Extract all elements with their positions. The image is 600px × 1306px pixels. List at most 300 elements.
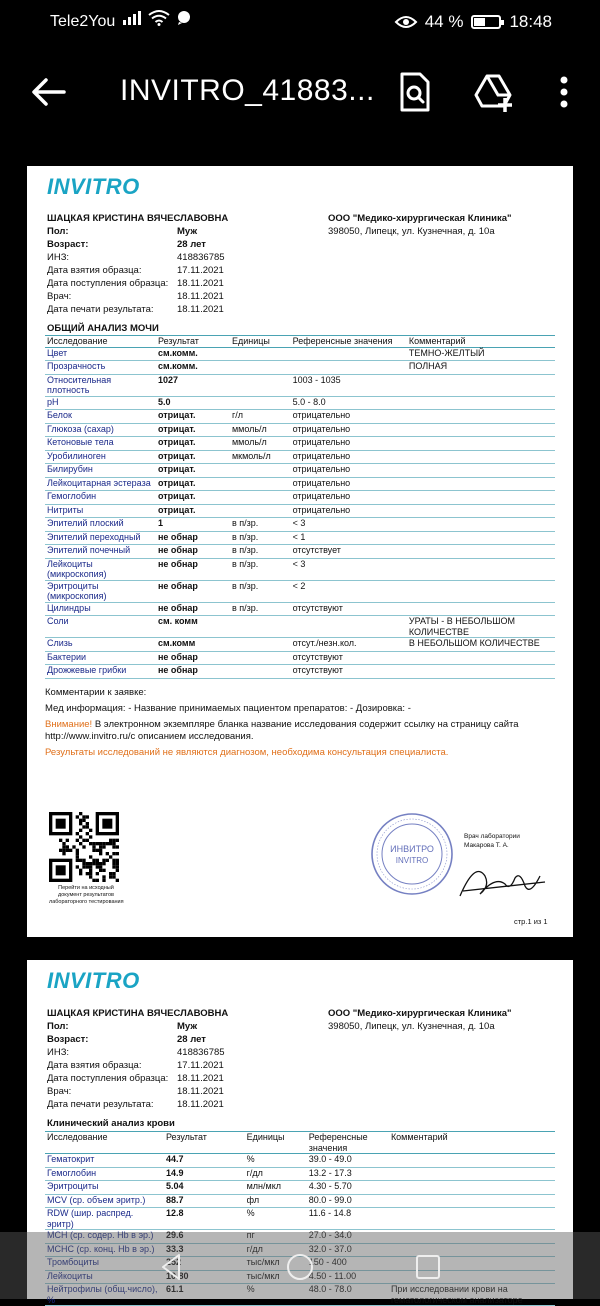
info-value: 18.11.2021 [177,291,224,302]
info-label: Дата взятия образца: [47,1060,142,1071]
info-label: Врач: [47,1086,72,1097]
table-cell: отрицательно [291,491,407,505]
qr-module [96,879,99,882]
table-cell: в п/зр. [230,545,291,559]
table-cell: отрицательно [291,477,407,491]
qr-module [109,872,112,875]
qr-module [89,835,92,838]
table-cell: Цилиндры [45,602,156,616]
table-cell: не обнар [156,665,230,679]
table-cell [407,580,555,602]
qr-module [89,855,92,858]
qr-module [82,859,85,862]
info-value: 18.11.2021 [177,304,224,315]
table-cell: см.комм. [156,347,230,361]
info-value: 28 лет [177,239,206,250]
qr-module [102,845,105,848]
table-cell: Прозрачность [45,361,156,375]
table-cell [230,616,291,638]
qr-module [76,855,79,858]
column-header: Единицы [230,336,291,348]
table-cell: 11.6 - 14.8 [307,1208,389,1230]
info-value: 18.11.2021 [177,1073,224,1084]
table-cell: Слизь [45,638,156,652]
table-cell [230,491,291,505]
qr-module [92,862,95,865]
table-cell: тыс/мкл [245,1270,307,1284]
table-row [45,616,555,638]
qr-module [76,859,79,862]
table-row [45,491,555,505]
table-header [45,1132,555,1154]
table-row [45,396,555,410]
qr-module [86,815,89,818]
info-label: Врач: [47,291,72,302]
qr-module [82,825,85,828]
table-cell: ммоль/л [230,437,291,451]
qr-module [86,862,89,865]
qr-module [82,865,85,868]
column-header: Результат [156,336,230,348]
table-cell: MCH (ср. содер. Hb в эр.) [45,1230,164,1244]
table-cell: отрицат. [156,437,230,451]
table-cell: Эпителий плоский [45,518,156,532]
table-cell [230,396,291,410]
table-cell: тыс/мкл [245,1257,307,1271]
table-cell: 1 [156,518,230,532]
qr-module [92,849,95,852]
table-cell [407,423,555,437]
qr-module [116,845,119,848]
table-cell: в п/зр. [230,580,291,602]
table-row [45,531,555,545]
qr-module [112,845,115,848]
qr-module [89,875,92,878]
qr-module [89,862,92,865]
qr-module [76,832,79,835]
invitro-link[interactable]: http://www.invitro.ru/ [45,731,131,742]
more-options-icon[interactable] [544,70,584,114]
qr-module [86,832,89,835]
disclaimer: Результаты исследований не являются диагнозом, необходима консультация специалиста. [45,747,449,758]
table-cell [407,651,555,665]
qr-module [79,812,82,815]
table-row [45,1194,555,1208]
qr-module [109,839,112,842]
battery-percent: 44 % [424,12,464,31]
qr-module [96,865,99,868]
table-row [45,504,555,518]
comments-label: Комментарии к заявке: [45,687,147,698]
info-value: Муж [177,226,198,237]
table-cell: см. комм [156,616,230,638]
table-cell: 29.6 [164,1230,245,1244]
table-cell: < 3 [291,558,407,580]
table-row [45,518,555,532]
table-cell: отсутствуют [291,665,407,679]
table-cell: Кетоновые тела [45,437,156,451]
qr-module [76,815,79,818]
table-cell: Относительная плотность [45,374,156,396]
table-cell: 33.3 [164,1243,245,1257]
table-row [45,361,555,375]
qr-module [92,879,95,882]
table-cell: 5.04 [164,1181,245,1195]
add-to-drive-icon[interactable] [472,70,516,114]
info-value: 17.11.2021 [177,1060,224,1071]
table-row [45,1167,555,1181]
table-cell: 48.0 - 78.0 [307,1284,389,1306]
table-cell [407,518,555,532]
qr-module [102,875,105,878]
qr-module [92,859,95,862]
qr-module [106,842,109,845]
nav-recents-icon[interactable] [413,1252,443,1282]
table-cell: Цвет [45,347,156,361]
qr-module [82,839,85,842]
qr-module [62,842,65,845]
doctor-title: Врач лаборатории [464,833,520,840]
info-label: Пол: [47,226,69,237]
table-cell: млн/мкл [245,1181,307,1195]
table-row [45,1208,555,1230]
table-cell: не обнар [156,580,230,602]
table-cell [389,1194,555,1208]
table-cell: Лейкоциты [45,1270,164,1284]
clinic-address: 398050, Липецк, ул. Кузнечная, д. 10а [328,226,495,237]
table-cell: 44.7 [164,1154,245,1168]
table-cell: Гемоглобин [45,1167,164,1181]
document-page-1[interactable] [27,166,573,937]
table-row [45,423,555,437]
table-cell: 13.2 - 17.3 [307,1167,389,1181]
table-cell [389,1208,555,1230]
table-cell: см.комм. [156,361,230,375]
column-header: Исследование [45,1132,164,1154]
qr-module [109,875,112,878]
table-cell: Дрожжевые грибки [45,665,156,679]
back-arrow-icon[interactable] [28,72,68,112]
qr-caption: Перейти на исходный документ результатов лабораторного тестирования [49,885,124,905]
table-cell: г/дл [245,1243,307,1257]
med-info: Мед информация: - Название принимаемых пациентом препаратов: - Дозировка: - [45,703,411,714]
table-cell: не обнар [156,558,230,580]
qr-module [86,865,89,868]
qr-module [82,819,85,822]
table-cell: отсутствуют [291,651,407,665]
table-row [45,545,555,559]
table-cell: не обнар [156,602,230,616]
qr-module [62,852,65,855]
table-cell: Нейтрофилы (общ.число), % [45,1284,164,1306]
table-cell [407,491,555,505]
signature-image [455,856,550,906]
table-row [45,1154,555,1168]
table-cell [407,410,555,424]
table-cell: отрицат. [156,450,230,464]
table-cell: В НЕБОЛЬШОМ КОЛИЧЕСТВЕ [407,638,555,652]
table-row [45,374,555,396]
document-title: INVITRO_41883... [120,74,375,107]
qr-module [99,865,102,868]
table-row [45,437,555,451]
table-cell [230,347,291,361]
table-cell: г/л [230,410,291,424]
table-cell [291,616,407,638]
search-document-icon[interactable] [392,70,436,114]
table-cell: отрицательно [291,410,407,424]
qr-module [86,822,89,825]
qr-module [116,852,119,855]
qr-module [59,839,62,842]
qr-code[interactable] [49,812,119,882]
qr-module [66,849,69,852]
qr-module [99,842,102,845]
table-cell [230,665,291,679]
table-cell [407,558,555,580]
table-cell [407,477,555,491]
table-cell: 252 [164,1257,245,1271]
patient-name: ШАЦКАЯ КРИСТИНА ВЯЧЕСЛАВОВНА [47,213,229,224]
info-value: 28 лет [177,1034,206,1045]
table-cell: 5.0 [156,396,230,410]
table-row [45,580,555,602]
qr-module [109,842,112,845]
table-cell [230,361,291,375]
table-cell: < 2 [291,580,407,602]
qr-module [116,859,119,862]
info-label: Дата печати результата: [47,304,154,315]
qr-module [59,849,62,852]
eye-icon [395,14,417,30]
table-cell [407,437,555,451]
table-cell: мкмоль/л [230,450,291,464]
qr-module [66,845,69,848]
qr-module [99,869,102,872]
qr-module [102,859,105,862]
qr-module [89,829,92,832]
table-cell [389,1154,555,1168]
clinic-name: ООО "Медико-хирургическая Клиника" [328,213,512,224]
attention-link-line: http://www.invitro.ru/с описанием исследования. [45,731,254,742]
info-value: 17.11.2021 [177,265,224,276]
qr-module [96,872,99,875]
table-cell: Лейкоцитарная эстераза [45,477,156,491]
table-cell: отрицательно [291,423,407,437]
table-cell: Гемоглобин [45,491,156,505]
table-cell [389,1167,555,1181]
table-cell: Белок [45,410,156,424]
table-cell: фл [245,1194,307,1208]
table-cell: ТЕМНО-ЖЕЛТЫЙ [407,347,555,361]
table-cell: Глюкоза (сахар) [45,423,156,437]
table-row [45,665,555,679]
qr-module [76,852,79,855]
table-cell: % [245,1208,307,1230]
table-cell: < 3 [291,518,407,532]
table-cell: 27.0 - 34.0 [307,1230,389,1244]
page-number: стр.1 из 1 [514,917,548,926]
table-cell: 12.8 [164,1208,245,1230]
qr-finder [56,819,66,829]
attention-label: Внимание! [45,719,93,730]
qr-module [76,839,79,842]
column-header: Исследование [45,336,156,348]
table-cell: Гематокрит [45,1154,164,1168]
info-value: 418836785 [177,1047,225,1058]
signal-icon [122,10,142,26]
qr-module [86,825,89,828]
column-header: Комментарий [407,336,555,348]
table-cell: отрицательно [291,464,407,478]
clinic-address: 398050, Липецк, ул. Кузнечная, д. 10а [328,1021,495,1032]
table-cell: MCHC (ср. конц. Hb в эр.) [45,1243,164,1257]
column-header: Комментарий [389,1132,555,1154]
qr-module [79,842,82,845]
table-cell [407,450,555,464]
table-cell: отрицат. [156,423,230,437]
qr-module [79,819,82,822]
table-cell: Уробилиноген [45,450,156,464]
qr-module [82,862,85,865]
table-row [45,464,555,478]
table-cell: Эритроциты [45,1181,164,1195]
qr-module [96,849,99,852]
table-cell: не обнар [156,651,230,665]
qr-module [112,875,115,878]
qr-module [86,872,89,875]
table-cell: пг [245,1230,307,1244]
table-cell: отрицательно [291,450,407,464]
table-cell: отрицат. [156,504,230,518]
table-cell [407,531,555,545]
table-cell: УРАТЫ - В НЕБОЛЬШОМ КОЛИЧЕСТВЕ [407,616,555,638]
table-row [45,410,555,424]
table-cell: ПОЛНАЯ [407,361,555,375]
table-cell: отрицат. [156,464,230,478]
table-cell: < 1 [291,531,407,545]
table-header [45,336,555,348]
nav-home-icon[interactable] [285,1252,315,1282]
table-row [45,347,555,361]
table-cell: отсутствуют [291,602,407,616]
table-cell: в п/зр. [230,531,291,545]
qr-module [96,859,99,862]
table-cell: pH [45,396,156,410]
table-cell: 88.7 [164,1194,245,1208]
table-cell [291,347,407,361]
qr-module [112,872,115,875]
qr-module [79,835,82,838]
patient-name: ШАЦКАЯ КРИСТИНА ВЯЧЕСЛАВОВНА [47,1008,229,1019]
svg-text:ИНВИТРО: ИНВИТРО [390,844,434,854]
table-cell [407,464,555,478]
svg-text:INVITRO: INVITRO [395,856,429,865]
table-cell: % [245,1154,307,1168]
qr-module [79,859,82,862]
qr-module [112,862,115,865]
column-header: Единицы [245,1132,307,1154]
table-cell [407,665,555,679]
qr-module [79,869,82,872]
qr-module [99,845,102,848]
qr-module [72,845,75,848]
table-cell: отрицательно [291,437,407,451]
table-cell [230,477,291,491]
qr-module [99,862,102,865]
table-cell: MCV (ср. объем эритр.) [45,1194,164,1208]
table-cell: 32.0 - 37.0 [307,1243,389,1257]
qr-module [82,815,85,818]
qr-module [89,865,92,868]
carrier-name: Tele2You [50,13,116,30]
table-cell: см.комм [156,638,230,652]
info-label: Возраст: [47,239,89,250]
info-label: Пол: [47,1021,69,1032]
table-cell: Тромбоциты [45,1257,164,1271]
table-cell: не обнар [156,545,230,559]
info-label: Дата взятия образца: [47,265,142,276]
invitro-logo: INVITRO [47,968,140,993]
qr-finder [102,819,112,829]
info-label: ИНЗ: [47,1047,70,1058]
qr-module [102,879,105,882]
table-cell: При исследовании крови на гематологическом анализаторе [389,1284,555,1306]
doctor-name: Макарова Т. А. [464,842,509,849]
table-cell: 39.0 - 49.0 [307,1154,389,1168]
qr-module [106,859,109,862]
table-cell [407,396,555,410]
info-value: Муж [177,1021,198,1032]
table-row [45,477,555,491]
table-cell [230,374,291,396]
table-cell: 150 - 400 [307,1257,389,1271]
table-row [45,450,555,464]
qr-module [102,862,105,865]
table-cell: в п/зр. [230,602,291,616]
table-cell: 4.50 - 11.00 [307,1270,389,1284]
info-value: 418836785 [177,252,225,263]
table-cell: 5.0 - 8.0 [291,396,407,410]
qr-module [89,869,92,872]
qr-module [96,842,99,845]
qr-module [116,879,119,882]
table-cell [230,651,291,665]
qr-module [106,852,109,855]
table-cell [407,602,555,616]
qr-finder [56,865,66,875]
table-cell: Билирубин [45,464,156,478]
stamp-image [370,812,454,896]
table-cell: отрицат. [156,491,230,505]
table-cell: Бактерии [45,651,156,665]
table-cell [389,1181,555,1195]
table-cell: 4.30 - 5.70 [307,1181,389,1195]
table-cell: Эпителий почечный [45,545,156,559]
qr-module [92,842,95,845]
qr-module [112,839,115,842]
qr-module [112,852,115,855]
column-header: Референсные значения [307,1132,389,1154]
info-label: Дата поступления образца: [47,278,169,289]
info-label: Дата печати результата: [47,1099,154,1110]
table-cell: Эпителий переходный [45,531,156,545]
table-cell: отсут./незн.кол. [291,638,407,652]
table-cell: не обнар [156,531,230,545]
results-table [45,335,555,679]
table-cell: отсутствует [291,545,407,559]
nav-back-icon[interactable] [157,1252,187,1282]
